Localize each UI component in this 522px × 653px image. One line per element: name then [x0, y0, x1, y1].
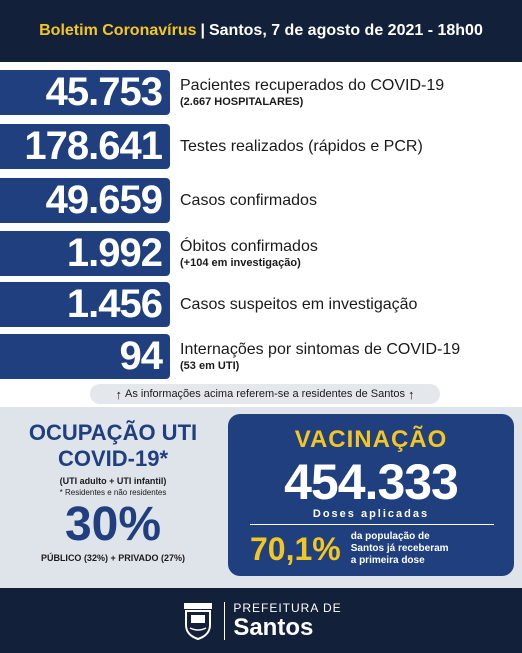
icu-percent: 30%: [64, 498, 162, 551]
footer: [0, 588, 522, 653]
vaccination-desc-line: a primeira dose: [350, 555, 425, 566]
icu-subtitle: (UTI adulto + UTI infantil): [59, 476, 167, 486]
bulletin-date: Santos, 7 de agosto de 2021 - 18h00: [208, 22, 483, 39]
stat-value: 178.641: [0, 124, 170, 169]
stat-hospitalized: [0, 334, 522, 379]
stat-confirmed: [0, 178, 522, 223]
divider: [250, 524, 494, 525]
vaccination-percent: 70,1%: [250, 530, 341, 567]
stat-value: 45.753: [0, 70, 170, 115]
bulletin-title: Boletim Coronavírus: [39, 22, 197, 39]
vaccination-title: VACINAÇÃO: [294, 426, 448, 453]
stat-suspected: [0, 282, 522, 327]
stat-value: 1.456: [0, 282, 170, 327]
stat-label: Internações por sintomas de COVID-19: [180, 341, 461, 358]
icu-occupancy-panel: [0, 408, 226, 578]
residents-note: [90, 384, 440, 404]
footer-city: Santos: [233, 613, 314, 641]
icu-footnote: * Residentes e não residentes: [59, 488, 167, 497]
stat-label: Testes realizados (rápidos e PCR): [180, 137, 423, 155]
stat-sub: (53 em UTI): [180, 360, 240, 372]
header-separator: |: [200, 22, 205, 39]
icu-title-line1: OCUPAÇÃO UTI: [28, 420, 198, 445]
stat-value: 49.659: [0, 178, 170, 223]
stat-sub: (+104 em investigação): [180, 257, 301, 269]
vaccination-desc-line: da população de: [350, 531, 430, 542]
arrow-up-icon: ↑: [115, 386, 122, 402]
stat-deaths: [0, 231, 522, 276]
stat-sub: (2.667 HOSPITALARES): [180, 96, 304, 108]
vaccination-count: 454.333: [284, 454, 458, 510]
stat-value: 1.992: [0, 231, 170, 276]
icu-title-line2: COVID-19*: [57, 446, 169, 471]
icu-split: PÚBLICO (32%) + PRIVADO (27%): [40, 553, 186, 563]
vaccination-panel: [228, 414, 514, 576]
stat-label: Óbitos confirmados: [180, 238, 318, 255]
footer-divider: [224, 602, 225, 640]
stat-tests: [0, 124, 522, 169]
residents-note-text: As informações acima referem-se a residentes de Santos: [124, 388, 406, 400]
stat-label: Casos suspeitos em investigação: [180, 295, 418, 313]
stats-panel: [0, 62, 522, 407]
bulletin-header: [0, 0, 522, 62]
stat-label: Pacientes recuperados do COVID-19: [180, 77, 445, 94]
vaccination-description: [351, 531, 449, 567]
vaccination-desc-line: Santos já receberam: [350, 543, 449, 554]
city-crest-icon: [180, 601, 216, 641]
stat-recovered: [0, 70, 522, 115]
arrow-up-icon: ↑: [408, 386, 415, 402]
stat-label: Casos confirmados: [180, 191, 317, 209]
vaccination-count-label: Doses aplicadas: [312, 508, 430, 520]
footer-prefecture: PREFEITURA DE: [233, 600, 342, 615]
stat-value: 94: [0, 334, 170, 379]
